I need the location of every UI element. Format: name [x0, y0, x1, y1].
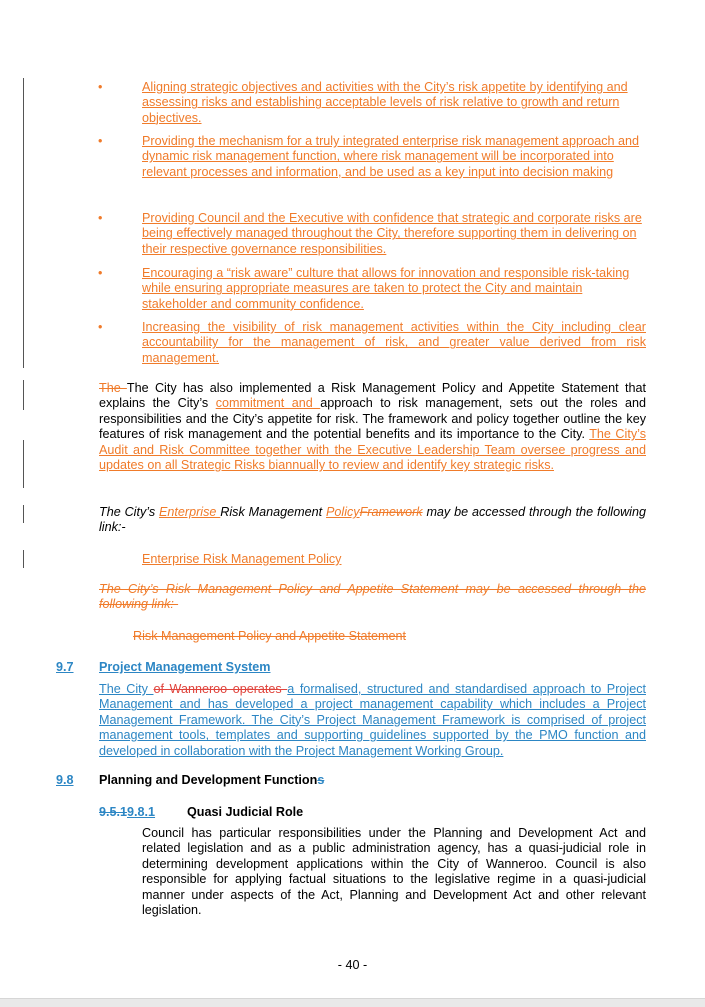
deleted-text: 9.5.1	[99, 805, 128, 819]
bullet-marker: •	[98, 266, 103, 280]
enterprise-risk-policy-link[interactable]: Enterprise Risk Management Policy	[142, 552, 342, 566]
inserted-text: commitment and	[215, 396, 321, 411]
bullet-text: Increasing the visibility of risk management activities within the City including clear accountability for the management of risk, and greater value derived from risk management.	[142, 320, 646, 365]
section-9-7-number: 9.7	[56, 660, 74, 674]
paragraph-text: The City has also implemented a Risk Management Policy and Appetite Statement that explains the City’s	[99, 381, 646, 411]
bullet-text: Providing Council and the Executive with confidence that strategic and corporate risks are being effectively managed throughout the City, therefore supporting them in delivering on their respective governance responsibilities.	[142, 211, 642, 256]
section-9-8-title	[99, 773, 324, 788]
bullet-text: Providing the mechanism for a truly integrated enterprise risk management approach and dynamic risk management function, where risk management will be incorporated into relevant processes and information, and be used as a key input into decision making	[142, 134, 640, 179]
deleted-text: s	[317, 773, 325, 787]
inserted-text: 9	[127, 805, 135, 819]
deleted-text: The	[99, 381, 127, 395]
link-intro-paragraph	[99, 505, 646, 536]
change-bar	[23, 78, 24, 368]
section-9-8-1-body: Council has particular responsibilities under the Planning and Development Act and related legislation and as a public administration agency, has a quasi-judicial role in determining development applications within the City of Wanneroo. Council is also responsible for applying factual situations to the legislative regime in a quasi-judicial manner under aspects of the Act, Planning and Development Act and other relevant legislation.	[142, 826, 646, 918]
inserted-text: .8.1	[134, 805, 156, 819]
paragraph-text: approach to risk management, sets out the roles and responsibilities and the City’s appetite for risk. The framework and policy together outline the key features of risk management and the potential benefits and its importance to the City.	[99, 396, 647, 442]
bullet-text: Encouraging a “risk aware” culture that allows for innovation and responsible risk-taking while ensuring appropriate measures are taken to protect the City and maintain stakeholder and community confidence.	[142, 266, 630, 311]
section-9-7-body	[99, 682, 646, 759]
deleted-text: Framework	[359, 505, 423, 519]
change-bar	[23, 550, 24, 568]
section-9-8-1-number	[99, 805, 164, 820]
paragraph-text: The City’s	[99, 505, 159, 519]
paragraph-text: Risk Management	[220, 505, 326, 519]
bullet-marker: •	[98, 211, 103, 225]
paragraph-text: may be accessed through the following link:-	[99, 505, 646, 535]
change-bar	[23, 380, 24, 410]
section-9-8-number: 9.8	[56, 773, 74, 787]
inserted-text: The City	[99, 682, 154, 696]
bullet-marker: •	[98, 80, 103, 94]
bullet-text: Aligning strategic objectives and activities with the City’s risk appetite by identifying and assessing risks and establishing acceptable levels of risk relative to growth and return objectives.	[142, 80, 628, 125]
change-bar	[23, 440, 24, 488]
inserted-text: Policy	[326, 505, 360, 519]
section-9-7-title: Project Management System	[99, 660, 271, 674]
inserted-text: Enterprise	[159, 505, 221, 519]
deleted-policy-link[interactable]: Risk Management Policy and Appetite Statement	[133, 629, 407, 643]
deleted-text: of Wanneroo operates	[153, 682, 288, 696]
change-bar	[23, 505, 24, 523]
deleted-paragraph: The City’s Risk Management Policy and Appetite Statement may be accessed through the following link:-	[99, 582, 646, 612]
inserted-text: a formalised, structured and standardised approach to Project Management and has developed a project management capability which includes a Project Management Framework. The City’s Project Management Framework is comprised of project management tools, templates and supporting guidelines supported by the PMO function and developed in collaboration with the Project Management Working Group.	[99, 682, 646, 758]
page-number: - 40 -	[337, 958, 368, 972]
inserted-text: The City’s Audit and Risk Committee together with the Executive Leadership Team oversee progress and updates on all Strategic Risks biannually to review and identify key strategic risks.	[99, 427, 646, 473]
section-9-8-1-title: Quasi Judicial Role	[187, 805, 304, 819]
bullet-marker: •	[98, 320, 103, 334]
heading-text: Planning and Development Function	[99, 773, 318, 787]
bullet-marker: •	[98, 134, 103, 148]
risk-policy-paragraph	[99, 381, 646, 473]
